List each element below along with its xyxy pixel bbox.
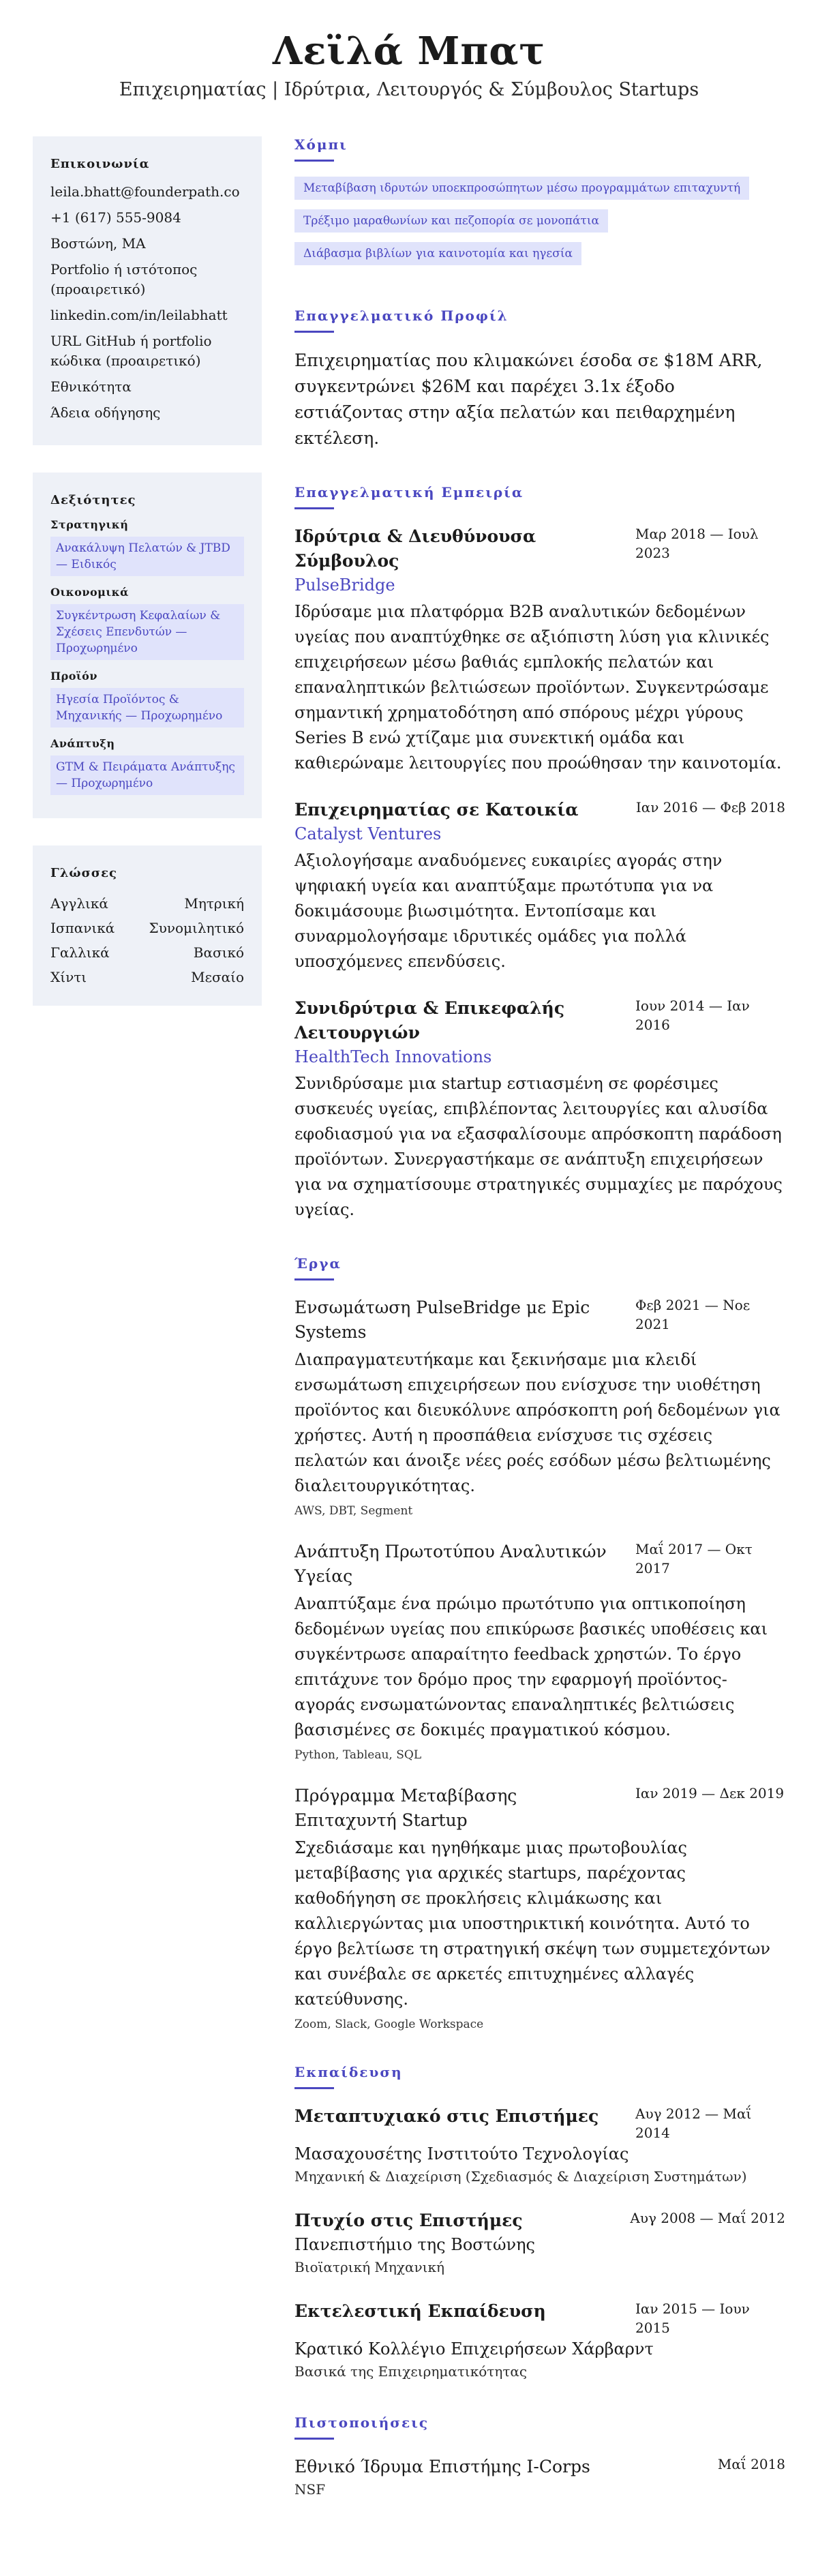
language-name: Χίντι xyxy=(50,969,87,985)
language-level: Συνομιλητικό xyxy=(149,920,244,936)
field-of-study: Μηχανική & Διαχείριση (Σχεδιασμός & Διαχείριση Συστημάτων) xyxy=(294,2168,747,2185)
company-name: Catalyst Ventures xyxy=(294,824,442,843)
projects-section xyxy=(294,1255,785,2031)
headline: Επιχειρηματίας | Ιδρύτρια, Λειτουργός & Σύμβουλος Startups xyxy=(119,79,699,100)
education-dates: Αυγ 2008 — Μαΐ 2012 xyxy=(630,2210,785,2226)
degree-title: Πτυχίο στις Επιστήμες xyxy=(294,2211,523,2230)
skill-group-name: Στρατηγική xyxy=(50,518,129,531)
contact-license: Άδεια οδήγησης xyxy=(50,404,161,421)
contact-linkedin[interactable]: linkedin.com/in/leilabhatt xyxy=(50,307,228,323)
project-name: Ενσωμάτωση PulseBridge με Epic Systems xyxy=(294,1298,590,1342)
skill-tag: Ηγεσία Προϊόντος & Μηχανικής — Προχωρημένο xyxy=(50,688,244,728)
skill-group-name: Οικονομικά xyxy=(50,586,129,599)
hobby-tag: Μεταβίβαση ιδρυτών υποεκπροσώπητων μέσω προγραμμάτων επιταχυντή xyxy=(294,177,749,200)
language-row xyxy=(50,891,244,916)
language-name: Ισπανικά xyxy=(50,920,115,936)
section-title: Πιστοποιήσεις xyxy=(294,2414,429,2431)
job-description: Ιδρύσαμε μια πλατφόρμα B2B αναλυτικών δεδομένων υγείας που αναπτύχθηκε σε αξιόπιστη λύση για κλινικές επιχειρήσεων μέσω βαθιάς εμπλοκής πελατών και επαναληπτικών βελτιώσεων προϊόντων. Συγκεντρώσαμε σημαντική χρηματοδότηση από σπόρους μέχρι γύρους Series B ενώ χτίζαμε μια συνεκτική ομάδα και καθιερώναμε λειτουργίες που προώθησαν την καινοτομία. xyxy=(294,602,782,773)
job-description: Αξιολογήσαμε αναδυόμενες ευκαιρίες αγοράς στην ψηφιακή υγεία και αναπτύξαμε πρωτότυπα για να δοκιμάσουμε βιωσιμότητα. Εντοπίσαμε και συναρμολογήσαμε ιδρυτικές ομάδες για πολλά υποσχόμενες επενδύσεις. xyxy=(294,851,723,971)
project-tech: AWS, DBT, Segment xyxy=(294,1504,413,1518)
education-section xyxy=(294,2064,785,2382)
project-tech: Zoom, Slack, Google Workspace xyxy=(294,2018,484,2031)
language-row xyxy=(50,965,244,989)
education-entry xyxy=(294,2104,785,2187)
experience-section xyxy=(294,484,785,1223)
language-level: Μεσαίο xyxy=(191,969,244,985)
section-divider xyxy=(294,331,334,333)
skill-tag: Συγκέντρωση Κεφαλαίων & Σχέσεις Επενδυτών — Προχωρημένο xyxy=(50,604,244,660)
certification-entry xyxy=(294,2455,785,2500)
job-description: Συνιδρύσαμε μια startup εστιασμένη σε φορέσιμες συσκευές υγείας, επιβλέποντας λειτουργίες και αλυσίδα εφοδιασμού για να εξασφαλίσουμε απρόσκοπτη παράδοση προϊόντων. Συνεργαστήκαμε σε ανάπτυξη επιχειρήσεων για να σχηματίσουμε στρατηγικές συμμαχίες με παρόχους υγείας. xyxy=(294,1074,783,1219)
languages-title: Γλώσσες xyxy=(50,866,117,880)
degree-title: Μεταπτυχιακό στις Επιστήμες xyxy=(294,2106,599,2126)
job-title: Ιδρύτρια & Διευθύνουσα Σύμβουλος xyxy=(294,526,536,571)
field-of-study: Βασικά της Επιχειρηματικότητας xyxy=(294,2363,528,2380)
education-dates: Ιαν 2015 — Ιουν 2015 xyxy=(635,2301,750,2336)
section-divider xyxy=(294,507,334,509)
job-dates: Μαρ 2018 — Ιουλ 2023 xyxy=(635,526,759,561)
institution-name: Πανεπιστήμιο της Βοστώνης xyxy=(294,2235,535,2254)
languages-panel xyxy=(33,845,262,1006)
sidebar xyxy=(33,136,262,1033)
language-level: Βασικό xyxy=(193,944,244,961)
person-name: Λεϊλά Μπατ xyxy=(272,29,546,74)
project-description: Σχεδιάσαμε και ηγηθήκαμε μιας πρωτοβουλίας μεταβίβασης για αρχικές startups, παρέχοντας καθοδήγηση σε προκλήσεις κλιμάκωσης και καλλιεργώντας μια υποστηρικτική κοινότητα. Αυτό το έργο βελτίωσε τη στρατηγική σκέψη των συμμετεχόντων και συνέβαλε σε αρκετές επιτυχημένες αλλαγές κατεύθυνσης. xyxy=(294,1838,770,2009)
section-title: Χόμπι xyxy=(294,136,348,153)
education-entry xyxy=(294,2208,785,2277)
job-dates: Ιαν 2016 — Φεβ 2018 xyxy=(635,799,785,815)
certification-issuer: NSF xyxy=(294,2481,326,2498)
education-dates: Αυγ 2012 — Μαΐ 2014 xyxy=(635,2106,752,2141)
contact-location: Βοστώνη, MA xyxy=(50,235,146,252)
resume-header xyxy=(0,27,818,100)
education-entry xyxy=(294,2299,785,2382)
section-divider xyxy=(294,2087,334,2089)
skills-title: Δεξιότητες xyxy=(50,493,136,507)
project-entry xyxy=(294,1784,785,2031)
language-name: Αγγλικά xyxy=(50,895,108,912)
section-title: Επαγγελματική Εμπειρία xyxy=(294,484,524,500)
institution-name: Κρατικό Κολλέγιο Επιχειρήσεων Χάρβαρντ xyxy=(294,2339,654,2358)
certification-name: Εθνικό Ίδρυμα Επιστήμης I-Corps xyxy=(294,2457,590,2476)
section-divider xyxy=(294,1278,334,1280)
skill-tag: GTM & Πειράματα Ανάπτυξης — Προχωρημένο xyxy=(50,755,244,795)
job-dates: Ιουν 2014 — Ιαν 2016 xyxy=(635,998,750,1033)
project-name: Ανάπτυξη Πρωτοτύπου Αναλυτικών Υγείας xyxy=(294,1542,607,1586)
skill-group-name: Προϊόν xyxy=(50,670,97,683)
experience-entry xyxy=(294,524,785,776)
section-divider xyxy=(294,160,334,162)
project-entry xyxy=(294,1296,785,1518)
project-name: Πρόγραμμα Μεταβίβασης Επιταχυντή Startup xyxy=(294,1786,517,1830)
section-title: Εκπαίδευση xyxy=(294,2064,403,2080)
project-entry xyxy=(294,1540,785,1762)
degree-title: Εκτελεστική Εκπαίδευση xyxy=(294,2301,546,2321)
job-title: Επιχειρηματίας σε Κατοικία xyxy=(294,800,579,820)
section-title: Επαγγελματικό Προφίλ xyxy=(294,308,509,324)
skill-tag: Ανακάλυψη Πελατών & JTBD — Ειδικός xyxy=(50,537,244,576)
experience-entry xyxy=(294,798,785,974)
experience-entry xyxy=(294,996,785,1223)
profile-section xyxy=(294,308,785,451)
hobbies-section xyxy=(294,136,785,275)
certification-date: Μαΐ 2018 xyxy=(717,2456,785,2472)
section-title: Έργα xyxy=(294,1255,342,1272)
contact-github[interactable]: URL GitHub ή portfolio κώδικα (προαιρετικό) xyxy=(50,333,212,369)
project-description: Διαπραγματευτήκαμε και ξεκινήσαμε μια κλειδί ενσωμάτωση επιχειρήσεων που ενίσχυσε την υιοθέτηση προϊόντος και διευκόλυνε απρόσκοπτη ροή δεδομένων για χρήστες. Αυτή η προσπάθεια ενίσχυσε τις σχέσεις πελατών και άνοιξε νέες ροές εσόδων μέσω βελτιωμένης διαλειτουργικότητας. xyxy=(294,1350,781,1495)
hobby-tag: Διάβασμα βιβλίων για καινοτομία και ηγεσία xyxy=(294,242,581,265)
field-of-study: Βιοϊατρική Μηχανική xyxy=(294,2259,444,2275)
contact-portfolio[interactable]: Portfolio ή ιστότοπος (προαιρετικό) xyxy=(50,261,198,297)
project-dates: Μαΐ 2017 — Οκτ 2017 xyxy=(635,1541,753,1576)
language-name: Γαλλικά xyxy=(50,944,110,961)
profile-summary: Επιχειρηματίας που κλιμακώνει έσοδα σε $18M ARR, συγκεντρώνει $26M και παρέχει 3.1x έξοδο εστιάζοντας στην αξία πελατών και πειθαρχημένη εκτέλεση. xyxy=(294,350,763,448)
section-divider xyxy=(294,2438,334,2440)
hobby-tag: Τρέξιμο μαραθωνίων και πεζοπορία σε μονοπάτια xyxy=(294,209,608,233)
language-row xyxy=(50,940,244,965)
contact-nationality: Εθνικότητα xyxy=(50,378,132,395)
project-description: Αναπτύξαμε ένα πρώιμο πρωτότυπο για οπτικοποίηση δεδομένων υγείας που επικύρωσε βασικές υποθέσεις και συγκέντρωσε απαραίτητο feedback χρηστών. Το έργο επιτάχυνε τον δρόμο προς την εφαρμογή προϊόντος-αγοράς ενσωματώνοντας επαναληπτικές βελτιώσεις βασισμένες σε δοκιμές πραγματικού κόσμου. xyxy=(294,1594,768,1739)
institution-name: Μασαχουσέτης Ινστιτούτο Τεχνολογίας xyxy=(294,2144,629,2163)
skill-group-name: Ανάπτυξη xyxy=(50,737,115,750)
contact-email[interactable]: leila.bhatt@founderpath.co xyxy=(50,183,240,200)
company-name: PulseBridge xyxy=(294,575,395,595)
certifications-section xyxy=(294,2414,785,2500)
project-tech: Python, Tableau, SQL xyxy=(294,1748,422,1762)
job-title: Συνιδρύτρια & Επικεφαλής Λειτουργιών xyxy=(294,998,565,1043)
language-row xyxy=(50,916,244,940)
company-name: HealthTech Innovations xyxy=(294,1047,492,1066)
project-dates: Ιαν 2019 — Δεκ 2019 xyxy=(635,1785,785,1801)
main-content xyxy=(294,136,785,2532)
project-dates: Φεβ 2021 — Νοε 2021 xyxy=(635,1297,751,1332)
skills-panel xyxy=(33,473,262,818)
language-level: Μητρική xyxy=(184,895,244,912)
contact-panel xyxy=(33,136,262,445)
contact-phone[interactable]: +1 (617) 555-9084 xyxy=(50,209,181,226)
contact-title: Επικοινωνία xyxy=(50,157,150,171)
